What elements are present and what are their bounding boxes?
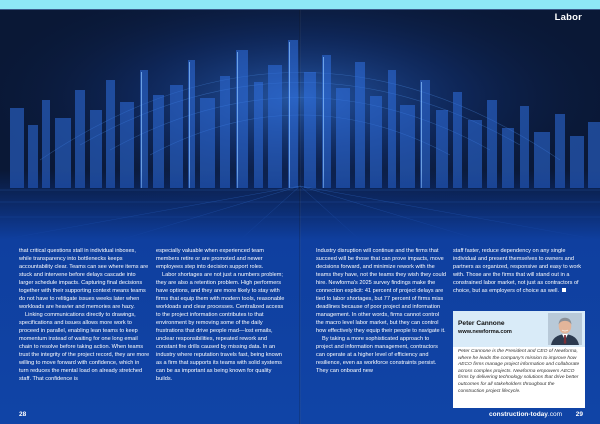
end-mark-icon [562,288,566,292]
site-url[interactable] [489,411,562,418]
article-column-1 [19,247,150,383]
page-number-right: 29 [575,411,583,418]
site-domain: .com [547,411,562,418]
paragraph: By taking a more sophisticated approach to project and information management, contractors can operate at a higher level of efficiency and resilience, even as workforce constraints persist. They can onboard new [316,336,438,374]
author-website-link[interactable]: www.newforma.com [458,329,512,335]
article-column-3 [316,247,447,375]
person-portrait-icon [548,313,582,345]
spread-gutter [299,10,301,424]
site-name: construction-today [489,411,548,418]
paragraph: especially valuable when experienced team members retire or are promoted and newer employees step into decision support roles. [156,248,264,270]
paragraph-text: staff faster, reduce dependency on any single individual and present themselves to owners and partners as organized, responsive and easy to work with. Those are the firms that will stand out in a constrained labor market, not just as contractors of choice, but as employers of choice as well. [453,248,582,294]
paragraph: Linking communications directly to drawings, specifications and issues allows more work to proceed in parallel, enabling lean teams to keep momentum instead of waiting for one long email chain to resolve before taking action. When teams trust the integrity of the project record, they are more willing to move forward with confidence, which in turn reduces the mental load on already stretched staff. That confidence is [19,312,150,382]
top-accent-band [0,0,600,9]
section-label: Labor [554,12,582,23]
author-bio-text: Peter Cannone is the President and CEO of Newforma, where he leads the company's mission to improve how AECO firms manage project information and collaborate across complex projects. Newforma empowers AECO firms by delivering technology solutions that drive better outcomes for all stakeholders throughout the construction project lifecycle. [458,349,580,394]
paragraph: Industry disruption will continue and the firms that succeed will be those that can prove impacts, move decisions forward, and minimize rework with the teams they have, not the teams they wish they could hire. Newforma's 2025 survey findings make the connection explicit: 41 percent of project delays are tied to labor shortages, but 77 percent of firms miss deadlines because of poor project and information management. In other words, firms cannot control the macro level labor market, but they can control how effectively they equip their people to navigate it. [316,248,446,334]
author-name: Peter Cannone [458,320,505,327]
page-footer [0,408,600,424]
paragraph: that critical questions stall in individual inboxes, while transparency into bottlenecks keeps accountability clear. Teams can see where items are stuck and intervene before delays cascade into larger schedule impacts. Capturing final decisions together with their supporting context means teams do not have to relitigate issues weeks later when workloads are heavier and memories are hazy. [19,248,149,310]
author-bio-box [453,311,585,408]
paragraph [453,247,584,295]
page-number-left: 28 [19,411,27,418]
paragraph: Labor shortages are not just a numbers problem; they are also a retention problem. High performers have options, and they are more likely to stay with firms that equip them with modern tools, reasonable workloads and clear processes. Centralized access to the project information contributes to that environment by removing some of the daily frustrations that drive people mad—lost emails, unclear responsibilities, repeated rework and constant fire drills caused by missing data. In an industry where reputation travels fast, being known as a firm that supports its teams with solid systems can be as important as being known for quality builds. [156,272,285,382]
article-column-2 [156,247,287,383]
article-column-4 [453,247,584,295]
